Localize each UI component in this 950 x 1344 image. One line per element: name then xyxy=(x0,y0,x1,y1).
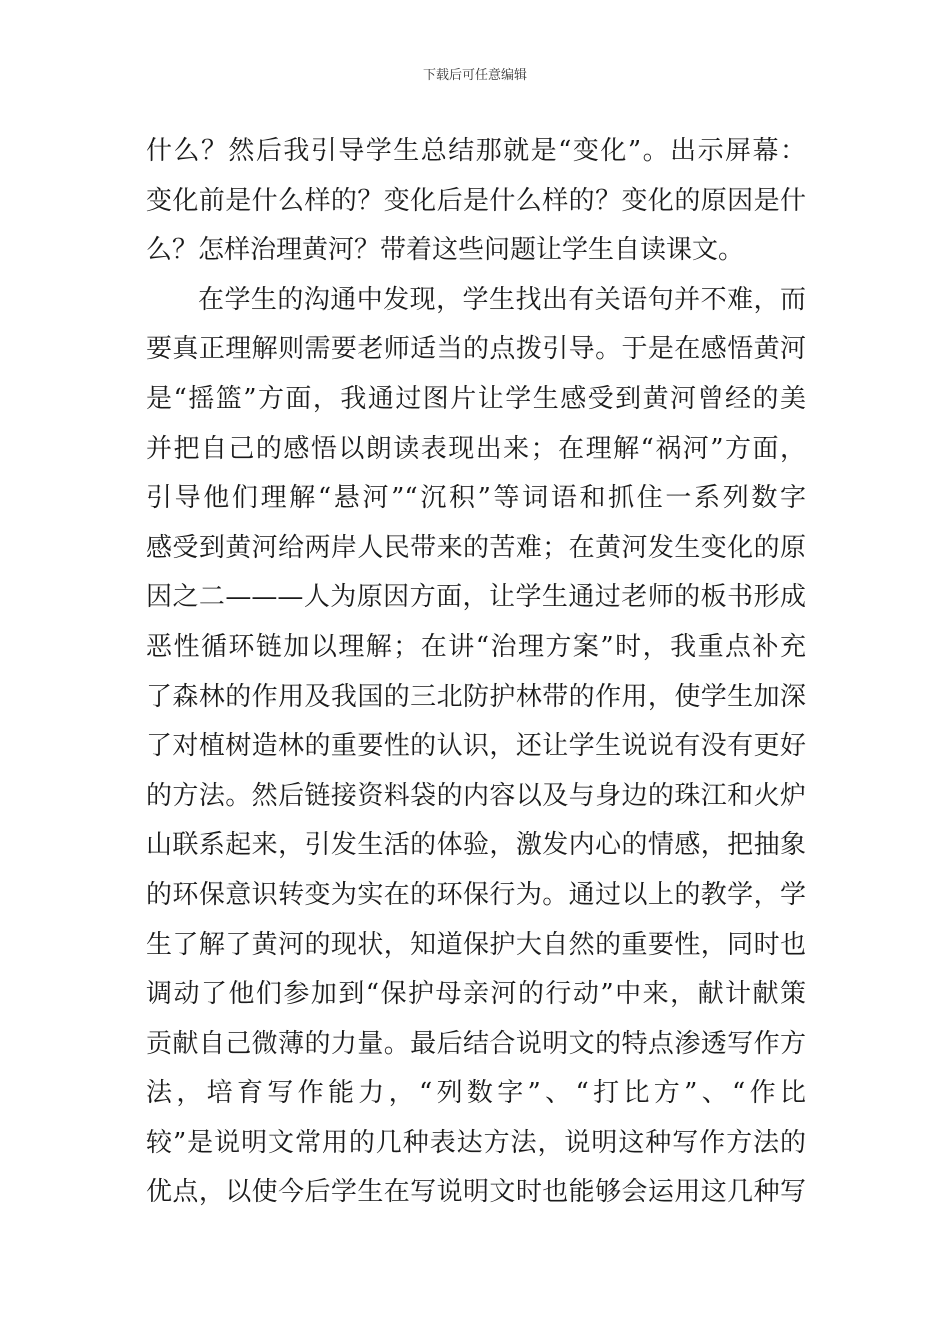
text-line: 了对植树造林的重要性的认识，还让学生说说有没有更好 xyxy=(146,731,806,762)
document-body xyxy=(146,127,806,1218)
text-line: 较”是说明文常用的几种表达方法，说明这种写作方法的 xyxy=(146,1127,806,1158)
text-line: 引导他们理解“悬河”“沉积”等词语和抓住一系列数字 xyxy=(146,483,806,514)
text-line: 优点，以使今后学生在写说明文时也能够会运用这几种写 xyxy=(146,1177,806,1208)
text-line: 生了解了黄河的现状，知道保护大自然的重要性，同时也 xyxy=(146,929,806,960)
text-line: 变化前是什么样的？变化后是什么样的？变化的原因是什 xyxy=(146,185,806,216)
text-line: 感受到黄河给两岸人民带来的苦难；在黄河发生变化的原 xyxy=(146,532,806,563)
text-line: 法，培育写作能力，“列数字”、“打比方”、“作比 xyxy=(146,1078,806,1109)
text-line: 是“摇篮”方面，我通过图片让学生感受到黄河曾经的美 xyxy=(146,383,806,414)
text-line: 恶性循环链加以理解；在讲“治理方案”时，我重点补充 xyxy=(146,631,806,662)
text-line: 了森林的作用及我国的三北防护林带的作用，使学生加深 xyxy=(146,681,806,712)
text-line: 要真正理解则需要老师适当的点拨引导。于是在感悟黄河 xyxy=(146,334,806,365)
page-header: 下载后可任意编辑 xyxy=(422,68,527,83)
text-line: 调动了他们参加到“保护母亲河的行动”中来，献计献策 xyxy=(146,979,806,1010)
text-line: 因之二———人为原因方面，让学生通过老师的板书形成 xyxy=(146,582,806,613)
text-line: 什么？然后我引导学生总结那就是“变化”。出示屏幕： xyxy=(146,136,806,166)
text-line: 山联系起来，引发生活的体验，激发内心的情感，把抽象 xyxy=(146,830,806,861)
text-line: 贡献自己微薄的力量。最后结合说明文的特点渗透写作方 xyxy=(146,1028,806,1059)
text-line: 并把自己的感悟以朗读表现出来；在理解“祸河”方面， xyxy=(146,433,806,464)
paragraph-start-line: 在学生的沟通中发现，学生找出有关语句并不难，而 xyxy=(198,284,806,315)
text-line: 的方法。然后链接资料袋的内容以及与身边的珠江和火炉 xyxy=(146,780,806,811)
text-line: 的环保意识转变为实在的环保行为。通过以上的教学，学 xyxy=(146,879,806,910)
text-line: 么？怎样治理黄河？带着这些问题让学生自读课文。 xyxy=(146,235,745,266)
